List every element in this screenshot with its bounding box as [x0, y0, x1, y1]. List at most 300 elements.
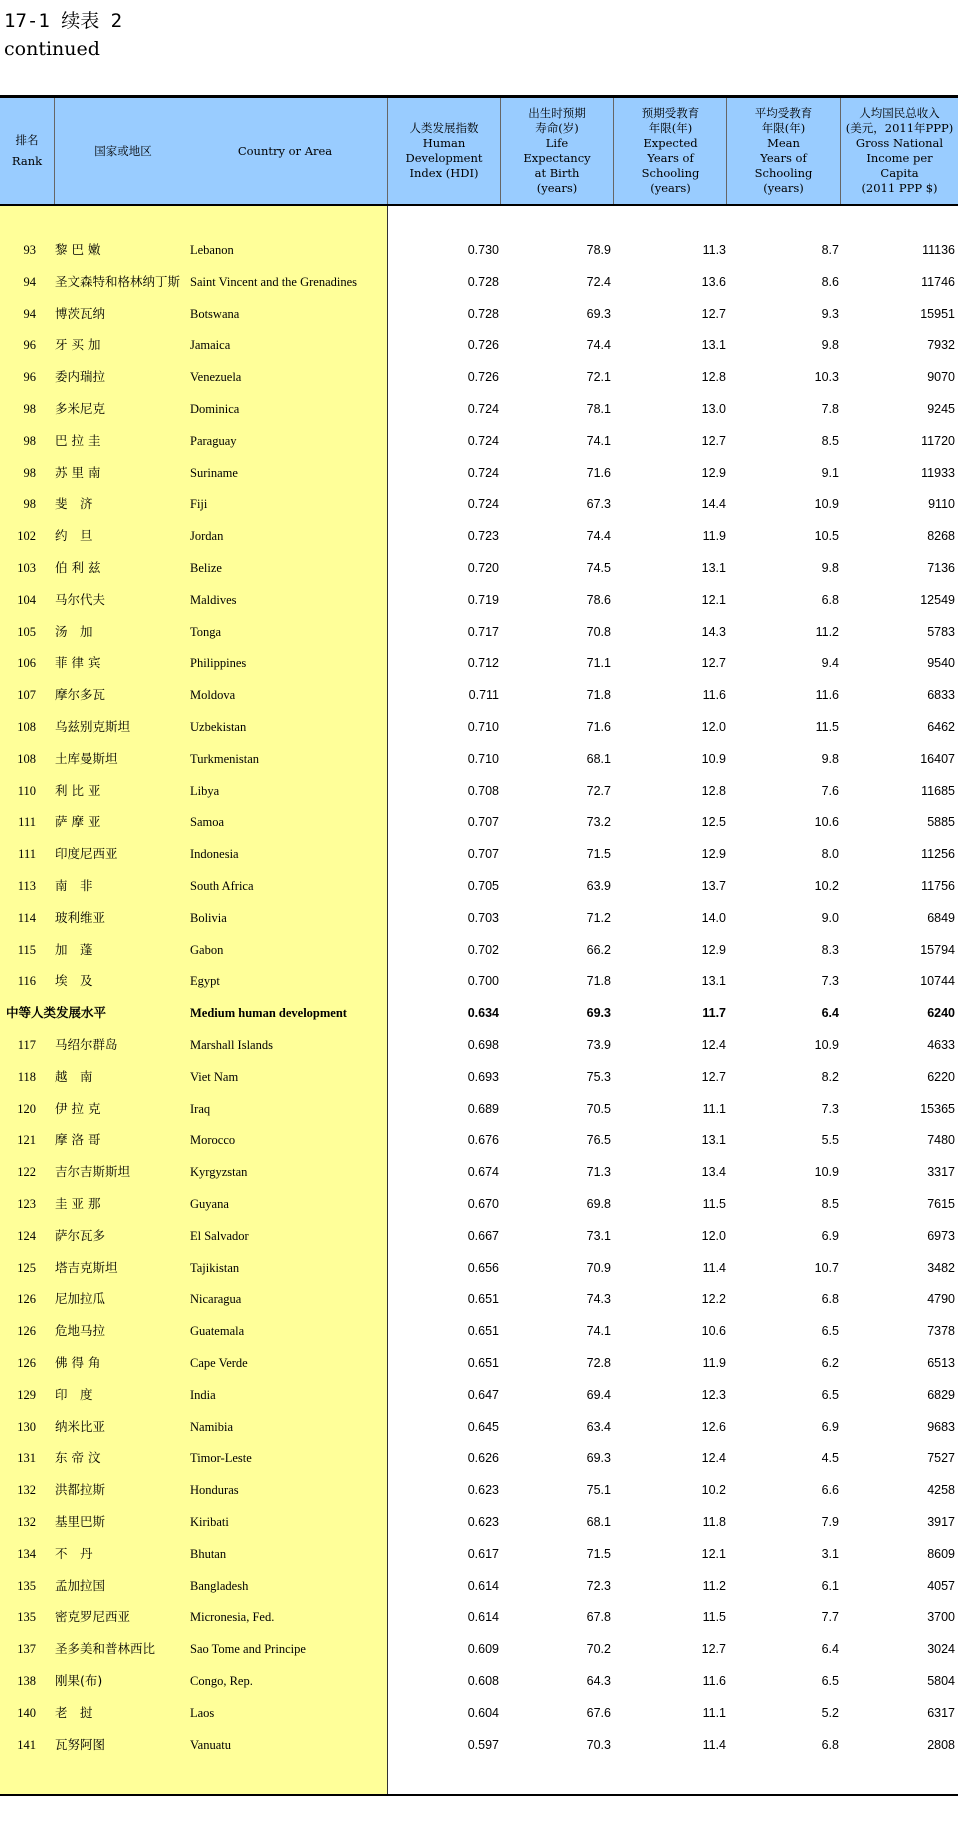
rank-cell: 117 — [17, 1038, 36, 1052]
rank-cell: 111 — [18, 815, 36, 829]
rank-cell: 98 — [23, 466, 36, 480]
hdi-cell: 0.609 — [467, 1642, 499, 1656]
mean-schooling-cell: 5.5 — [821, 1133, 839, 1147]
country-en-cell: Dominica — [190, 402, 240, 416]
expected-schooling-cell: 11.1 — [702, 1706, 726, 1720]
expected-schooling-cell: 11.7 — [702, 1006, 726, 1020]
expected-schooling-cell: 13.7 — [701, 879, 726, 893]
bottom-rule — [0, 1794, 958, 1796]
gni-cell: 7378 — [927, 1324, 955, 1338]
country-en-cell: Sao Tome and Principe — [190, 1642, 306, 1656]
table-row — [0, 940, 958, 960]
country-zh-cell: 瓦努阿图 — [55, 1737, 106, 1752]
mean-schooling-cell: 6.9 — [821, 1229, 839, 1243]
table-row — [0, 304, 958, 324]
life-expectancy-cell: 78.6 — [586, 593, 611, 607]
life-expectancy-cell: 72.8 — [586, 1356, 611, 1370]
expected-schooling-cell: 14.3 — [701, 625, 726, 639]
table-row — [0, 1067, 958, 1087]
mean-schooling-cell: 10.9 — [814, 1038, 839, 1052]
country-en-cell: Medium human development — [190, 1006, 347, 1020]
country-zh-cell: 萨 摩 亚 — [55, 814, 101, 829]
rank-cell: 98 — [23, 497, 36, 511]
gni-cell: 11746 — [921, 275, 955, 289]
mean-schooling-cell: 9.4 — [821, 656, 839, 670]
life-expectancy-cell: 71.6 — [586, 720, 611, 734]
mean-schooling-cell: 8.5 — [821, 1197, 839, 1211]
rank-cell: 129 — [17, 1388, 36, 1402]
rank-cell: 124 — [17, 1229, 36, 1243]
life-expectancy-cell: 70.5 — [586, 1102, 611, 1116]
life-expectancy-cell: 69.3 — [586, 307, 611, 321]
header-divider — [840, 98, 841, 204]
expected-schooling-cell: 12.4 — [701, 1451, 726, 1465]
mean-schooling-cell: 10.2 — [814, 879, 839, 893]
rank-cell: 132 — [17, 1515, 36, 1529]
country-en-cell: Venezuela — [190, 370, 242, 384]
hdi-cell: 0.604 — [467, 1706, 499, 1720]
gni-cell: 3317 — [927, 1165, 955, 1179]
rank-cell: 126 — [17, 1292, 36, 1306]
country-zh-cell: 伯 利 兹 — [55, 560, 101, 575]
gni-cell: 4258 — [927, 1483, 955, 1497]
expected-schooling-cell: 13.1 — [701, 561, 726, 575]
gni-cell: 8268 — [927, 529, 955, 543]
expected-schooling-cell: 11.4 — [702, 1261, 726, 1275]
country-zh-cell: 马绍尔群岛 — [55, 1037, 118, 1052]
gni-cell: 15365 — [920, 1102, 955, 1116]
table-row — [0, 1353, 958, 1373]
table-row — [0, 908, 958, 928]
gni-cell: 7615 — [927, 1197, 955, 1211]
table-row — [0, 653, 958, 673]
expected-schooling-cell: 11.9 — [702, 529, 726, 543]
country-en-cell: Gabon — [190, 943, 224, 957]
mean-schooling-cell: 6.2 — [821, 1356, 839, 1370]
hdi-cell: 0.608 — [467, 1674, 499, 1688]
expected-schooling-cell: 14.4 — [701, 497, 726, 511]
mean-schooling-cell: 9.8 — [821, 561, 839, 575]
mean-schooling-cell: 7.3 — [821, 974, 839, 988]
table-row — [0, 971, 958, 991]
country-zh-cell: 圭 亚 那 — [55, 1196, 101, 1211]
life-expectancy-cell: 73.9 — [586, 1038, 611, 1052]
expected-schooling-cell: 11.1 — [702, 1102, 726, 1116]
country-en-cell: Viet Nam — [190, 1070, 239, 1084]
hdi-cell: 0.724 — [467, 466, 499, 480]
hdi-cell: 0.623 — [467, 1483, 499, 1497]
mean-schooling-cell: 6.5 — [821, 1674, 839, 1688]
life-expectancy-cell: 68.1 — [586, 1515, 611, 1529]
mean-schooling-cell: 7.7 — [821, 1610, 839, 1624]
country-zh-cell: 埃 及 — [55, 973, 93, 988]
life-expectancy-cell: 71.5 — [586, 847, 611, 861]
expected-schooling-cell: 12.2 — [701, 1292, 726, 1306]
hdi-cell: 0.707 — [467, 815, 499, 829]
country-zh-cell: 尼加拉瓜 — [55, 1291, 106, 1306]
country-en-cell: Congo, Rep. — [190, 1674, 253, 1688]
gni-cell: 9110 — [928, 497, 955, 511]
rank-cell: 141 — [17, 1738, 36, 1752]
life-expectancy-cell: 63.4 — [586, 1420, 611, 1434]
country-zh-cell: 加 蓬 — [55, 942, 93, 957]
table-row — [0, 1226, 958, 1246]
life-expectancy-cell: 71.5 — [586, 1547, 611, 1561]
country-zh-cell: 刚果(布) — [55, 1673, 103, 1688]
table-row — [0, 876, 958, 896]
gni-cell: 3700 — [927, 1610, 955, 1624]
rank-cell: 104 — [17, 593, 36, 607]
life-expectancy-cell: 75.3 — [586, 1070, 611, 1084]
life-expectancy-cell: 71.2 — [586, 911, 611, 925]
hdi-cell: 0.723 — [467, 529, 499, 543]
rank-cell: 123 — [17, 1197, 36, 1211]
life-expectancy-cell: 73.1 — [586, 1229, 611, 1243]
gni-cell: 9683 — [927, 1420, 955, 1434]
country-en-cell: Vanuatu — [190, 1738, 231, 1752]
rank-cell: 111 — [18, 847, 36, 861]
gni-cell: 11933 — [921, 466, 955, 480]
hdi-cell: 0.670 — [467, 1197, 499, 1211]
country-en-cell: Belize — [190, 561, 222, 575]
hdi-cell: 0.651 — [467, 1292, 499, 1306]
table-row — [0, 558, 958, 578]
table-row — [0, 844, 958, 864]
country-en-cell: Philippines — [190, 656, 247, 670]
life-expectancy-cell: 78.1 — [586, 402, 611, 416]
country-zh-cell: 圣多美和普林西比 — [55, 1641, 156, 1656]
table-row — [0, 1417, 958, 1437]
hdi-cell: 0.705 — [467, 879, 499, 893]
country-zh-cell: 圣文森特和格林纳丁斯 — [55, 274, 181, 289]
table-number-title: 17-1 续表 2 — [4, 10, 123, 32]
gni-cell: 15951 — [920, 307, 955, 321]
hdi-cell: 0.703 — [467, 911, 499, 925]
mean-schooling-cell: 7.3 — [821, 1102, 839, 1116]
expected-schooling-cell: 13.6 — [701, 275, 726, 289]
mean-schooling-cell: 9.8 — [821, 338, 839, 352]
life-expectancy-cell: 74.1 — [586, 1324, 611, 1338]
mean-schooling-cell: 9.1 — [821, 466, 839, 480]
gni-cell: 3024 — [927, 1642, 955, 1656]
gni-cell: 9245 — [927, 402, 955, 416]
rank-cell: 115 — [17, 943, 36, 957]
country-zh-cell: 苏 里 南 — [55, 465, 101, 480]
header-life-expectancy: 出生时预期 寿命(岁) Life Expectancy at Birth (years) — [523, 106, 591, 195]
gni-cell: 7480 — [927, 1133, 955, 1147]
country-zh-cell: 马尔代夫 — [55, 592, 106, 607]
rank-cell: 132 — [17, 1483, 36, 1497]
group-summary-row — [0, 1003, 958, 1023]
gni-cell: 6220 — [927, 1070, 955, 1084]
mean-schooling-cell: 10.9 — [814, 1165, 839, 1179]
country-en-cell: Lebanon — [190, 243, 234, 257]
header-country-en: Country or Area — [237, 143, 333, 158]
country-en-cell: Cape Verde — [190, 1356, 248, 1370]
mean-schooling-cell: 6.8 — [821, 1738, 839, 1752]
country-en-cell: Micronesia, Fed. — [190, 1610, 275, 1624]
country-zh-cell: 吉尔吉斯斯坦 — [55, 1164, 131, 1179]
country-en-cell: Timor-Leste — [190, 1451, 252, 1465]
country-zh-cell: 委内瑞拉 — [55, 369, 106, 384]
gni-cell: 10744 — [920, 974, 955, 988]
table-row — [0, 1162, 958, 1182]
country-zh-cell: 印 度 — [55, 1387, 93, 1402]
table-header — [0, 98, 958, 204]
life-expectancy-cell: 69.3 — [586, 1451, 611, 1465]
mean-schooling-cell: 9.3 — [821, 307, 839, 321]
table-row — [0, 431, 958, 451]
life-expectancy-cell: 74.1 — [586, 434, 611, 448]
expected-schooling-cell: 11.4 — [702, 1738, 726, 1752]
country-zh-cell: 越 南 — [55, 1069, 93, 1084]
continued-label: continued — [4, 38, 100, 60]
table-row — [0, 1671, 958, 1691]
country-zh-cell: 老 挝 — [55, 1705, 93, 1720]
hdi-cell: 0.634 — [467, 1006, 499, 1020]
rank-cell: 106 — [17, 656, 36, 670]
table-row — [0, 590, 958, 610]
mean-schooling-cell: 6.1 — [821, 1579, 839, 1593]
table-row — [0, 335, 958, 355]
expected-schooling-cell: 13.4 — [701, 1165, 726, 1179]
rank-cell: 93 — [23, 243, 36, 257]
life-expectancy-cell: 71.8 — [586, 974, 611, 988]
rank-cell: 126 — [17, 1356, 36, 1370]
mean-schooling-cell: 10.3 — [814, 370, 839, 384]
country-en-cell: Morocco — [190, 1133, 236, 1147]
expected-schooling-cell: 12.9 — [701, 847, 726, 861]
country-en-cell: Turkmenistan — [190, 752, 259, 766]
life-expectancy-cell: 71.6 — [586, 466, 611, 480]
expected-schooling-cell: 11.2 — [702, 1579, 726, 1593]
rank-cell: 94 — [23, 307, 36, 321]
table-row — [0, 1194, 958, 1214]
header-gni: 人均国民总收入 (美元，2011年PPP) Gross National Income per Capita (2011 PPP $) — [845, 106, 954, 195]
header-divider — [500, 98, 501, 204]
table-row — [0, 399, 958, 419]
table-row — [0, 1321, 958, 1341]
country-en-cell: Botswana — [190, 307, 240, 321]
country-zh-cell: 巴 拉 圭 — [55, 433, 101, 448]
life-expectancy-cell: 74.5 — [586, 561, 611, 575]
mean-schooling-cell: 9.0 — [821, 911, 839, 925]
table-row — [0, 272, 958, 292]
hdi-cell: 0.707 — [467, 847, 499, 861]
gni-cell: 6849 — [927, 911, 955, 925]
header-mean-schooling: 平均受教育 年限(年) Mean Years of Schooling (years) — [754, 106, 813, 195]
hdi-cell: 0.724 — [467, 497, 499, 511]
mean-schooling-cell: 6.9 — [821, 1420, 839, 1434]
country-en-cell: South Africa — [190, 879, 254, 893]
table-row — [0, 463, 958, 483]
mean-schooling-cell: 7.8 — [821, 402, 839, 416]
life-expectancy-cell: 70.9 — [586, 1261, 611, 1275]
life-expectancy-cell: 63.9 — [586, 879, 611, 893]
hdi-cell: 0.647 — [467, 1388, 499, 1402]
hdi-cell: 0.719 — [467, 593, 499, 607]
life-expectancy-cell: 78.9 — [586, 243, 611, 257]
gni-cell: 6833 — [927, 688, 955, 702]
rank-cell: 126 — [17, 1324, 36, 1338]
country-zh-cell: 萨尔瓦多 — [55, 1228, 106, 1243]
gni-cell: 6973 — [927, 1229, 955, 1243]
country-zh-cell: 佛 得 角 — [55, 1355, 101, 1370]
hdi-cell: 0.651 — [467, 1356, 499, 1370]
header-country-zh: 国家或地区 — [94, 143, 152, 158]
country-zh-cell: 菲 律 宾 — [55, 655, 101, 670]
mean-schooling-cell: 6.4 — [821, 1006, 839, 1020]
life-expectancy-cell: 64.3 — [586, 1674, 611, 1688]
expected-schooling-cell: 12.5 — [701, 815, 726, 829]
rank-cell: 138 — [17, 1674, 36, 1688]
country-en-cell: Kiribati — [190, 1515, 229, 1529]
table-row — [0, 749, 958, 769]
country-en-cell: India — [190, 1388, 216, 1402]
country-en-cell: El Salvador — [190, 1229, 249, 1243]
table-row — [0, 685, 958, 705]
expected-schooling-cell: 12.6 — [701, 1420, 726, 1434]
life-expectancy-cell: 68.1 — [586, 752, 611, 766]
table-row — [0, 1576, 958, 1596]
gni-cell: 6462 — [927, 720, 955, 734]
expected-schooling-cell: 10.9 — [701, 752, 726, 766]
hdi-cell: 0.717 — [467, 625, 499, 639]
mean-schooling-cell: 8.6 — [821, 275, 839, 289]
table-row — [0, 1607, 958, 1627]
gni-cell: 11136 — [922, 243, 955, 257]
table-row — [0, 526, 958, 546]
rank-cell: 102 — [17, 529, 36, 543]
country-zh-cell: 伊 拉 克 — [55, 1101, 101, 1116]
table-row — [0, 240, 958, 260]
mean-schooling-cell: 10.6 — [814, 815, 839, 829]
life-expectancy-cell: 70.8 — [586, 625, 611, 639]
expected-schooling-cell: 11.5 — [702, 1610, 726, 1624]
hdi-cell: 0.710 — [467, 720, 499, 734]
country-zh-cell: 斐 济 — [55, 496, 93, 511]
gni-cell: 11720 — [921, 434, 955, 448]
country-en-cell: Iraq — [190, 1102, 211, 1116]
table-row — [0, 494, 958, 514]
mean-schooling-cell: 10.5 — [814, 529, 839, 543]
gni-cell: 3917 — [927, 1515, 955, 1529]
country-en-cell: Laos — [190, 1706, 215, 1720]
country-zh-cell: 危地马拉 — [55, 1323, 106, 1338]
country-zh-cell: 黎 巴 嫩 — [55, 242, 101, 257]
country-zh-cell: 乌兹别克斯坦 — [55, 719, 131, 734]
life-expectancy-cell: 74.4 — [586, 338, 611, 352]
country-en-cell: Guyana — [190, 1197, 229, 1211]
country-en-cell: Libya — [190, 784, 220, 798]
expected-schooling-cell: 12.7 — [701, 1642, 726, 1656]
life-expectancy-cell: 69.8 — [586, 1197, 611, 1211]
table-row — [0, 1130, 958, 1150]
country-en-cell: Egypt — [190, 974, 220, 988]
country-en-cell: Kyrgyzstan — [190, 1165, 248, 1179]
expected-schooling-cell: 13.1 — [701, 338, 726, 352]
expected-schooling-cell: 12.8 — [701, 370, 726, 384]
country-en-cell: Honduras — [190, 1483, 239, 1497]
expected-schooling-cell: 11.9 — [702, 1356, 726, 1370]
expected-schooling-cell: 10.6 — [701, 1324, 726, 1338]
mean-schooling-cell: 6.5 — [821, 1388, 839, 1402]
country-en-cell: Paraguay — [190, 434, 237, 448]
hdi-cell: 0.712 — [467, 656, 499, 670]
header-divider — [613, 98, 614, 204]
mean-schooling-cell: 8.2 — [821, 1070, 839, 1084]
gni-cell: 11685 — [921, 784, 955, 798]
mean-schooling-cell: 5.2 — [821, 1706, 839, 1720]
country-zh-cell: 摩尔多瓦 — [55, 687, 106, 702]
mean-schooling-cell: 8.0 — [821, 847, 839, 861]
table-row — [0, 1480, 958, 1500]
country-en-cell: Bhutan — [190, 1547, 227, 1561]
table-row — [0, 1289, 958, 1309]
hdi-cell: 0.674 — [467, 1165, 499, 1179]
life-expectancy-cell: 67.8 — [586, 1610, 611, 1624]
mean-schooling-cell: 11.5 — [815, 720, 839, 734]
life-expectancy-cell: 72.7 — [586, 784, 611, 798]
gni-cell: 3482 — [927, 1261, 955, 1275]
expected-schooling-cell: 14.0 — [701, 911, 726, 925]
life-expectancy-cell: 71.3 — [586, 1165, 611, 1179]
mean-schooling-cell: 9.8 — [821, 752, 839, 766]
rank-cell: 120 — [17, 1102, 36, 1116]
life-expectancy-cell: 74.4 — [586, 529, 611, 543]
life-expectancy-cell: 71.1 — [586, 656, 611, 670]
expected-schooling-cell: 13.0 — [701, 402, 726, 416]
rank-cell: 96 — [23, 338, 36, 352]
country-en-cell: Samoa — [190, 815, 225, 829]
table-row — [0, 367, 958, 387]
table-row — [0, 1735, 958, 1755]
country-en-cell: Bangladesh — [190, 1579, 249, 1593]
table-row — [0, 717, 958, 737]
table-row — [0, 622, 958, 642]
hdi-cell: 0.693 — [467, 1070, 499, 1084]
expected-schooling-cell: 12.0 — [701, 1229, 726, 1243]
table-row — [0, 1448, 958, 1468]
table-row — [0, 1703, 958, 1723]
rank-cell: 122 — [17, 1165, 36, 1179]
life-expectancy-cell: 72.3 — [586, 1579, 611, 1593]
expected-schooling-cell: 11.3 — [702, 243, 726, 257]
hdi-cell: 0.689 — [467, 1102, 499, 1116]
life-expectancy-cell: 67.3 — [586, 497, 611, 511]
table-row — [0, 812, 958, 832]
table-row — [0, 1385, 958, 1405]
rank-cell: 137 — [17, 1642, 36, 1656]
hdi-cell: 0.597 — [467, 1738, 499, 1752]
expected-schooling-cell: 12.7 — [701, 656, 726, 670]
life-expectancy-cell: 72.4 — [586, 275, 611, 289]
hdi-cell: 0.656 — [467, 1261, 499, 1275]
header-divider — [54, 98, 55, 204]
country-en-cell: Maldives — [190, 593, 237, 607]
rank-cell: 94 — [23, 275, 36, 289]
expected-schooling-cell: 12.7 — [701, 434, 726, 448]
gni-cell: 6513 — [927, 1356, 955, 1370]
country-zh-cell: 约 旦 — [55, 528, 93, 543]
gni-cell: 7932 — [927, 338, 955, 352]
rank-cell: 118 — [17, 1070, 36, 1084]
mean-schooling-cell: 6.4 — [821, 1642, 839, 1656]
gni-cell: 9070 — [927, 370, 955, 384]
expected-schooling-cell: 12.9 — [701, 943, 726, 957]
mean-schooling-cell: 10.7 — [814, 1261, 839, 1275]
gni-cell: 11256 — [921, 847, 955, 861]
